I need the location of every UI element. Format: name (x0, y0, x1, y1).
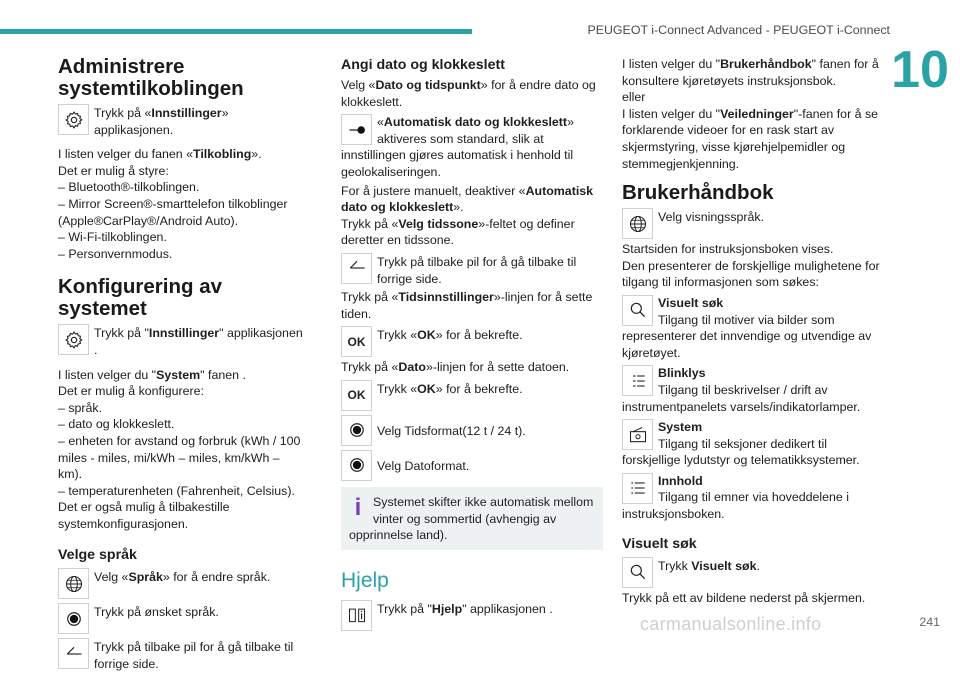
paragraph: – enheten for avstand og forbruk (kWh / 100 miles - miles, mi/kWh – miles, km/kWh – km). (58, 433, 301, 482)
step-back (341, 253, 603, 287)
paragraph: – Bluetooth®-tilkoblingen. (58, 180, 200, 195)
step-pick-language (58, 603, 304, 634)
info-note (341, 487, 603, 550)
top-accent-bar (0, 29, 472, 34)
step-visual-search (622, 557, 884, 588)
step-settings-2 (58, 324, 304, 358)
warning-lights-icon (622, 365, 653, 396)
heading-konfigurering: Konfigurering av systemet (58, 275, 223, 321)
column-1 (58, 56, 304, 675)
ok-button-icon: OK (341, 326, 372, 357)
back-arrow-icon (341, 253, 372, 284)
paragraph: Trykk på «Tidsinnstillinger»-linjen for å sette tiden. (341, 290, 593, 321)
heading-visuelt-sok: Visuelt søk (622, 535, 697, 552)
heading-dato: Angi dato og klokkeslett (341, 57, 505, 73)
manual-item-blinklys: Blinklys Tilgang til beskrivelser / drift av instrumentpanelets varsels/indikatorlamper. (622, 366, 861, 414)
paragraph: Den presenterer de forskjellige mulighetene for tilgang til informasjonen som søkes: (622, 258, 880, 290)
heading-line-2: systemtilkoblingen (58, 77, 244, 100)
magnifier-icon (622, 557, 653, 588)
paragraph: I listen velger du "System" fanen . (58, 367, 246, 382)
step-back (58, 638, 304, 672)
step-text: Velg «Språk» for å endre språk. (94, 570, 271, 585)
toggle-on-icon (341, 114, 372, 145)
paragraph: – Mirror Screen®-smarttelefon tilkoblinger (Apple®CarPlay®/Android Auto). (58, 196, 288, 228)
manual-item-system: System Tilgang til seksjoner dedikert til forskjellige lydutstyr og telematikksystemer. (622, 420, 860, 468)
step-language (58, 568, 304, 599)
step-date-format (341, 450, 603, 481)
paragraph: Trykk på «Velg tidssone»-feltet og definer deretter en tidssone. (341, 216, 575, 248)
manual-item-innhold: Innhold Tilgang til emner via hoveddelene i instruksjonsboken. (622, 473, 850, 522)
gear-icon (58, 104, 89, 135)
paragraph: eller (622, 90, 646, 105)
paragraph: Det er også mulig å tilbakestille systemkonfigurasjonen. (58, 500, 230, 531)
heading-line-1: Administrere (58, 55, 185, 78)
back-arrow-icon (58, 638, 89, 669)
paragraph: – temperaturenheten (Fahrenheit, Celsius). (58, 483, 295, 498)
note-text: Systemet skifter ikke automatisk mellom vinter og sommertid (avhengig av opprinnelse land). (349, 494, 594, 543)
step-auto-date: «Automatisk dato og klokkeslett» aktiveres som standard, slik at innstillingen gjøres automatisk i henhold til geolokaliseringen. (341, 115, 574, 179)
paragraph: I listen velger du "Brukerhåndbok" fanen for å konsultere kjøretøyets instruksjonsbok. (622, 57, 879, 88)
step-text: Trykk «OK» for å bekrefte. (377, 328, 523, 343)
paragraph: Det er mulig å konfigurere: (58, 384, 205, 399)
page-number: 241 (919, 615, 940, 629)
watermark: carmanualsonline.info (640, 614, 822, 634)
globe-icon (58, 568, 89, 599)
step-text: Trykk på tilbake pil for å gå tilbake til forrige side. (377, 254, 577, 286)
step-text: Velg Tidsformat(12 t / 24 t). (377, 423, 526, 438)
info-icon: i (354, 493, 362, 521)
step-text: Velg Datoformat. (377, 458, 470, 473)
running-header: PEUGEOT i-Connect Advanced - PEUGEOT i-Connect (587, 23, 890, 37)
list-icon (622, 473, 653, 504)
paragraph: For å justere manuelt, deaktiver «Automatisk dato og klokkeslett». (341, 183, 594, 215)
paragraph: – Personvernmodus. (58, 246, 173, 261)
column-3 (622, 56, 884, 606)
gear-icon (58, 324, 89, 355)
paragraph: – dato og klokkeslett. (58, 417, 175, 432)
heading-velge-sprak: Velge språk (58, 547, 137, 564)
paragraph: Startsiden for instruksjonsboken vises. (622, 242, 834, 257)
paragraph: I listen velger du fanen «Tilkobling». (58, 147, 262, 162)
step-text: Trykk Visuelt søk. (658, 558, 760, 573)
paragraph: I listen velger du "Veiledninger"-fanen for å se forklarende videoer for en rask start av skjermstyring, visse kjørehjelpemidler og stemmegjenkjenning. (622, 106, 879, 171)
step-ok-1 (341, 326, 603, 357)
ok-button-icon: OK (341, 380, 372, 411)
paragraph: Trykk på «Dato»-linjen for å sette datoen. (341, 360, 570, 375)
heading-brukerhandbok: Brukerhåndbok (622, 181, 774, 205)
radio-selected-icon (341, 415, 372, 446)
column-2 (341, 56, 603, 633)
step-help (341, 600, 603, 631)
step-ok-2 (341, 380, 603, 411)
heading-administrere (58, 56, 304, 100)
manual-item-visual: Visuelt søk Tilgang til motiver via bilder som representerer det innvendige og utvendige av kjøretøyet. (622, 295, 872, 360)
paragraph: – språk. (58, 400, 103, 415)
step-text: Trykk på ønsket språk. (94, 605, 219, 620)
step-text: Velg visningsspråk. (658, 210, 765, 225)
step-select-language (622, 208, 884, 239)
heading-hjelp: Hjelp (341, 568, 389, 592)
step-text: Trykk på "Innstillinger" applikasjonen . (94, 326, 303, 357)
step-text: Trykk «OK» for å bekrefte. (377, 381, 523, 396)
paragraph: – Wi-Fi-tilkoblingen. (58, 230, 167, 245)
step-settings (58, 104, 304, 138)
radio-selected-icon (58, 603, 89, 634)
radio-selected-icon (341, 450, 372, 481)
paragraph: Velg «Dato og tidspunkt» for å endre dato og klokkeslett. (341, 78, 596, 109)
step-text: Trykk på tilbake pil for å gå tilbake til forrige side. (94, 640, 294, 672)
book-info-icon (341, 600, 372, 631)
radio-device-icon (622, 419, 653, 450)
step-time-format (341, 415, 603, 446)
step-text: Trykk på «Innstillinger» applikasjonen. (94, 106, 229, 137)
chapter-number: 10 (891, 41, 949, 99)
step-text: Trykk på "Hjelp" applikasjonen . (377, 601, 553, 616)
magnifier-icon (622, 295, 653, 326)
paragraph: Det er mulig å styre: (58, 163, 169, 178)
paragraph: Trykk på ett av bildene nederst på skjermen. (622, 590, 866, 605)
globe-icon (622, 208, 653, 239)
